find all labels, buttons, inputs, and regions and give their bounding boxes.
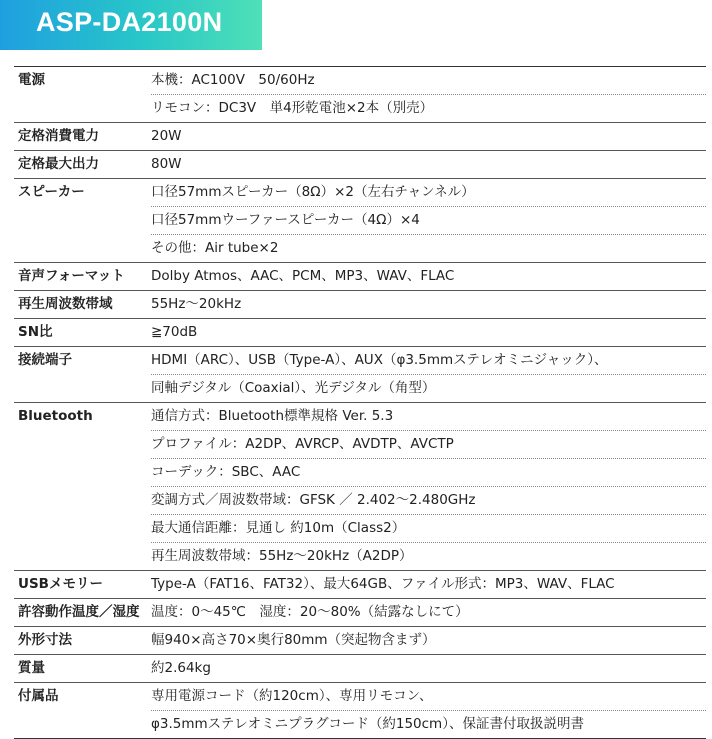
spec-value: ≧70dB xyxy=(151,324,198,340)
spec-values xyxy=(151,599,706,626)
spec-value: 55Hz〜20kHz xyxy=(151,296,242,312)
spec-values xyxy=(151,123,706,150)
spec-value: Dolby Atmos、AAC、PCM、MP3、WAV、FLAC xyxy=(151,268,455,284)
spec-values xyxy=(151,319,706,346)
spec-row xyxy=(14,150,706,178)
spec-value: 約2.64kg xyxy=(151,660,211,676)
spec-row xyxy=(14,598,706,626)
spec-values xyxy=(151,151,706,178)
spec-row xyxy=(14,570,706,598)
spec-value: HDMI（ARC）、USB（Type-A）、AUX（φ3.5mmステレオミニジャック）、 xyxy=(151,352,608,368)
spec-value: 最大通信距離：見通し 約10m（Class2） xyxy=(151,514,706,542)
spec-label: 電源 xyxy=(18,72,45,88)
spec-label: 定格最大出力 xyxy=(18,156,99,172)
spec-label: Bluetooth xyxy=(18,408,93,424)
spec-label: スピーカー xyxy=(18,184,85,200)
spec-value: リモコン：DC3V 単4形乾電池×2本（別売） xyxy=(151,94,706,122)
spec-value: プロファイル：A2DP、AVRCP、AVDTP、AVCTP xyxy=(151,430,706,458)
spec-value: 専用電源コード（約120cm）、専用リモコン、 xyxy=(151,688,433,704)
spec-label: SN比 xyxy=(18,324,53,340)
spec-values xyxy=(151,263,706,290)
spec-label: 外形寸法 xyxy=(18,632,72,648)
spec-values xyxy=(151,179,706,262)
spec-value: Type-A（FAT16、FAT32）、最大64GB、ファイル形式：MP3、WAV、FLAC xyxy=(151,576,615,592)
spec-values xyxy=(151,655,706,682)
spec-values xyxy=(151,347,706,402)
spec-value: 同軸デジタル（Coaxial）、光デジタル（角型） xyxy=(151,374,706,402)
spec-row xyxy=(14,122,706,150)
spec-value: φ3.5mmステレオミニプラグコード（約150cm）、保証書付取扱説明書 xyxy=(151,710,706,738)
spec-value: 本機：AC100V 50/60Hz xyxy=(151,72,315,88)
spec-values xyxy=(151,571,706,598)
spec-row xyxy=(14,67,706,122)
spec-value: 80W xyxy=(151,156,182,172)
spec-row xyxy=(14,346,706,402)
spec-row xyxy=(14,318,706,346)
spec-value: 幅940×高さ70×奥行80mm（突起物含まず） xyxy=(151,632,436,648)
spec-label: USBメモリー xyxy=(18,576,103,592)
spec-values xyxy=(151,291,706,318)
spec-row xyxy=(14,682,706,738)
spec-value: 20W xyxy=(151,128,182,144)
spec-label: 接続端子 xyxy=(18,352,72,368)
spec-row xyxy=(14,262,706,290)
spec-value: コーデック：SBC、AAC xyxy=(151,458,706,486)
spec-value: 変調方式／周波数帯域：GFSK ／ 2.402〜2.480GHz xyxy=(151,486,706,514)
spec-value: 温度：0〜45℃ 湿度：20〜80%（結露なしにて） xyxy=(151,604,469,620)
spec-row xyxy=(14,178,706,262)
spec-row xyxy=(14,402,706,570)
spec-values xyxy=(151,67,706,122)
spec-values xyxy=(151,403,706,570)
spec-label: 音声フォーマット xyxy=(18,268,125,284)
spec-label: 再生周波数帯域 xyxy=(18,296,113,312)
spec-label: 定格消費電力 xyxy=(18,128,99,144)
title-banner xyxy=(0,0,262,50)
spec-value: 再生周波数帯域：55Hz〜20kHz（A2DP） xyxy=(151,542,706,570)
spec-values xyxy=(151,683,706,738)
spec-value: その他：Air tube×2 xyxy=(151,234,706,262)
spec-label: 質量 xyxy=(18,660,45,676)
spec-row xyxy=(14,626,706,654)
spec-row xyxy=(14,654,706,682)
spec-label: 許容動作温度／湿度 xyxy=(18,604,140,620)
spec-values xyxy=(151,627,706,654)
spec-value: 口径57mmウーファースピーカー（4Ω）×4 xyxy=(151,206,706,234)
spec-value: 口径57mmスピーカー（8Ω）×2（左右チャンネル） xyxy=(151,184,475,200)
spec-table xyxy=(14,66,706,739)
spec-label: 付属品 xyxy=(18,688,59,704)
model-title: ASP-DA2100N xyxy=(36,7,223,37)
spec-value: 通信方式：Bluetooth標準規格 Ver. 5.3 xyxy=(151,408,394,424)
spec-row xyxy=(14,290,706,318)
